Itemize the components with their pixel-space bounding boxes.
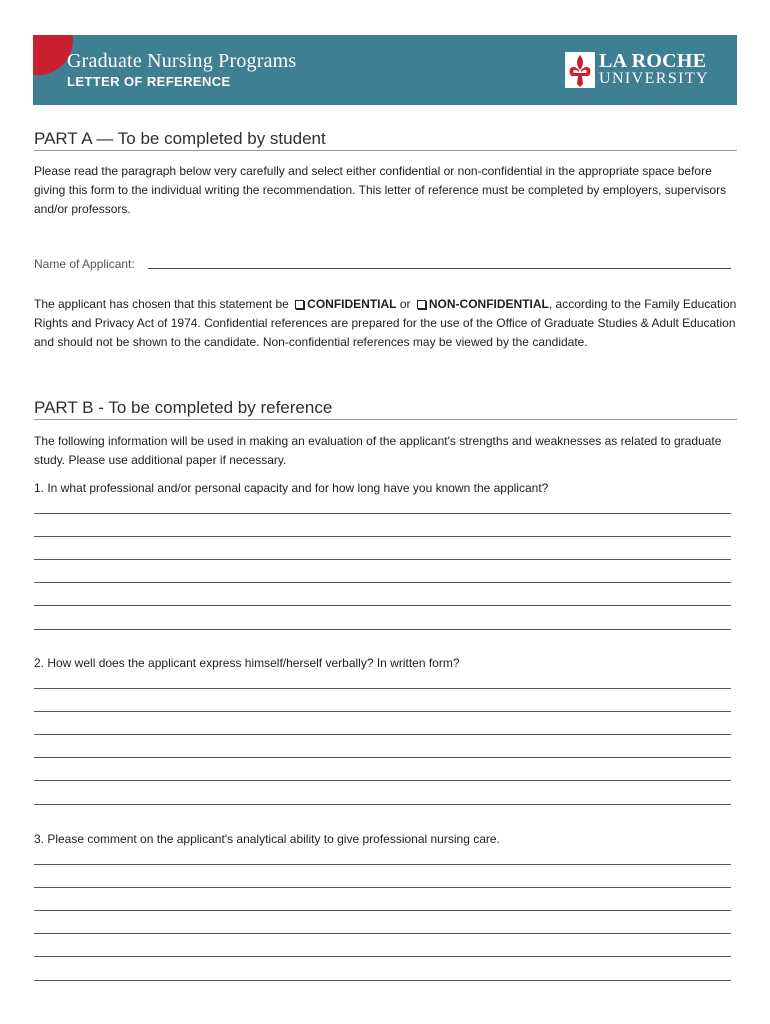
statement-rest: , according to the Family Education Rights and Privacy Act of 1974. Confidential references are prepared for the use of the Office of Graduate Studies & Adult Education and should not be shown to the candidate. Non-confidential references may be viewed by the candidate.: [34, 297, 737, 349]
answer-line[interactable]: [34, 980, 731, 981]
answer-line[interactable]: [34, 605, 731, 606]
question-1: 1. In what professional and/or personal capacity and for how long have you known the applicant?: [34, 481, 549, 495]
part-b-title: PART B - To be completed by reference: [34, 398, 333, 417]
question-3: 3. Please comment on the applicant's analytical ability to give professional nursing care.: [34, 832, 500, 846]
nonconfidential-option-label: NON-CONFIDENTIAL: [428, 297, 549, 311]
answer-line[interactable]: [34, 513, 731, 514]
statement-prefix: The applicant has chosen that this statement be: [34, 297, 289, 311]
university-logo: [565, 50, 725, 90]
fleur-de-lis-icon: [565, 50, 595, 90]
or-word: or: [399, 297, 411, 311]
part-b-divider: [34, 419, 737, 420]
answer-line[interactable]: [34, 910, 731, 911]
answer-line[interactable]: [34, 629, 731, 630]
answer-line[interactable]: [34, 711, 731, 712]
applicant-name-field[interactable]: [148, 268, 731, 269]
question-2: 2. How well does the applicant express himself/herself verbally? In written form?: [34, 656, 460, 670]
program-title: Graduate Nursing Programs: [67, 50, 297, 72]
part-a-intro: Please read the paragraph below very carefully and select either confidential or non-confidential in the appropriate space before giving this form to the individual writing the recommendation. This letter of reference must be completed by employers, supervisors and/or professors.: [34, 164, 727, 216]
nonconfidential-checkbox[interactable]: [417, 300, 426, 309]
answer-line[interactable]: [34, 804, 731, 805]
header-banner: [33, 35, 737, 105]
part-b-intro: The following information will be used in making an evaluation of the applicant's strengths and weaknesses as related to graduate study. Please use additional paper if necessary.: [34, 434, 722, 467]
answer-line[interactable]: [34, 757, 731, 758]
applicant-name-label: Name of Applicant:: [34, 257, 135, 271]
logo-subname: UNIVERSITY: [599, 70, 709, 87]
answer-line[interactable]: [34, 734, 731, 735]
answer-line[interactable]: [34, 887, 731, 888]
part-a-title: PART A — To be completed by student: [34, 129, 326, 148]
answer-line[interactable]: [34, 688, 731, 689]
answer-line[interactable]: [34, 780, 731, 781]
confidential-checkbox[interactable]: [295, 300, 304, 309]
answer-line[interactable]: [34, 956, 731, 957]
answer-line[interactable]: [34, 536, 731, 537]
part-a-divider: [34, 150, 737, 151]
answer-line[interactable]: [34, 933, 731, 934]
confidentiality-statement: [34, 295, 737, 352]
confidential-option-label: CONFIDENTIAL: [307, 297, 397, 311]
answer-line[interactable]: [34, 864, 731, 865]
logo-name: LA ROCHE: [599, 50, 707, 72]
answer-line[interactable]: [34, 582, 731, 583]
answer-line[interactable]: [34, 559, 731, 560]
form-title: LETTER OF REFERENCE: [67, 74, 231, 89]
